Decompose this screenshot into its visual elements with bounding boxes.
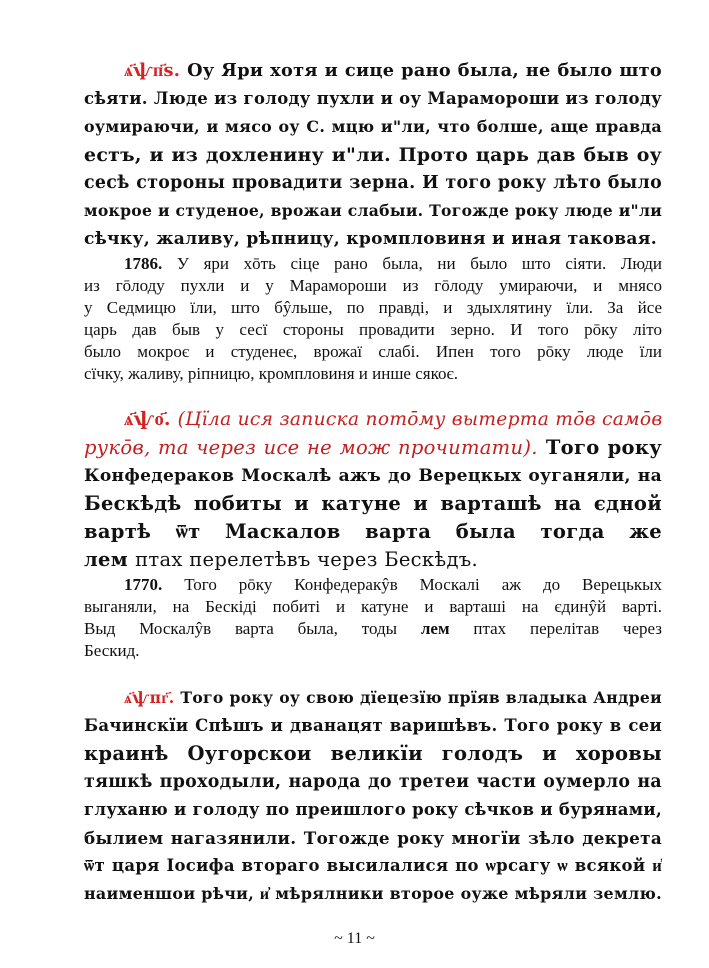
year-code: ѧ҃ѱо҃. (124, 409, 171, 430)
modern-text: 1786. У яри хōть сіце рано была, ни было што сіяти. Люди из гōлоду пухли и у Марамороши из гōлоду умираючи, и мнясо у Седмицю їли, што бŷльше, по правді, и здыхлятину їли. За йсе царь дав быв у сесї стороны провадити зерно. И того рōку літо было мокроє и студенеє, врожаї слабі. Ипен того рōку люде їли сїчку, жаливу, ріпницю, кромпловиня и инше сякоє. (84, 254, 662, 383)
year-code: ѧ҃ѱп҃s. (124, 60, 181, 81)
modern-text: 1770. Того рōку Конфедеракŷв Москалі аж до Верецькых выганяли, на Бескіді побиті и катуне и варташі на єдинŷй варті. Выд Москалŷв варта была, тоды лем птах перелітав через Бескид. (84, 575, 662, 660)
bold-word: лем (84, 548, 128, 571)
modern-year: 1770. (124, 575, 163, 594)
modern-year: 1786. (124, 254, 163, 273)
italic-note: (Цїла ися записка потōму вытерта тōв самōв (177, 409, 662, 430)
entry-1770 (84, 406, 662, 662)
entry-1786 (84, 57, 662, 385)
church-slavonic-text: ѧ҃ѱо҃. (Цїла ися записка потōму вытерта тōв самōв рукōв, та через исе не мож прочитати). Того року Конфедераков Москалѣ ажъ до Верецкых оуганяли, на Бескѣдѣ побиты и катуне и варташѣ на єдной вартѣ ѿт Маскалов варта была тогда же лем птах перелетѣвъ через Бескѣдъ. (84, 409, 662, 571)
church-slavonic-text: ѧ҃ѱп҃s. Оу Яри хотя и сице рано была, не было што сѣяти. Люде из голоду пухли и оу Марамороши из голоду оумираючи, и мясо оу С. мцю и"ли, что болше, аще правда естъ, и из дохленину и"ли. Прото царь дав быв оу сесѣ стороны провадити зерна. И того року лѣто было мокрое и студеное, врожаи слабыи. Тогожде року люде и"ли сѣчку, жаливу, рѣпницу, кромпловиня и иная таковая. (84, 60, 662, 249)
page-number: ~ 11 ~ (334, 930, 375, 947)
church-slavonic-text: ѧ҃ѱпг҃. Того року оу свою дїецезїю прїяв владыка Андреи Бачинскїи Спѣшъ и дванацят варишѣвъ. Того року в сеи краинѣ Оугорскои великїи голодъ и хоровы тяшкѣ проходыли, народа до третеи части оумерло на глуханю и голоду по преишлого року сѣчков и бурянами, былием нагазянили. Тогожде року многїи зѣло декрета ѿт царя Іосифа втораго высилалися по ѡрсагу ѡ всякой и҆ наименшои рѣчи, и҆ мѣрялники второе оуже мѣряли землю. (84, 688, 662, 903)
entry-1783 (84, 684, 662, 908)
year-code: ѧ҃ѱпг҃. (124, 688, 175, 707)
bold-word: лем (420, 619, 450, 638)
